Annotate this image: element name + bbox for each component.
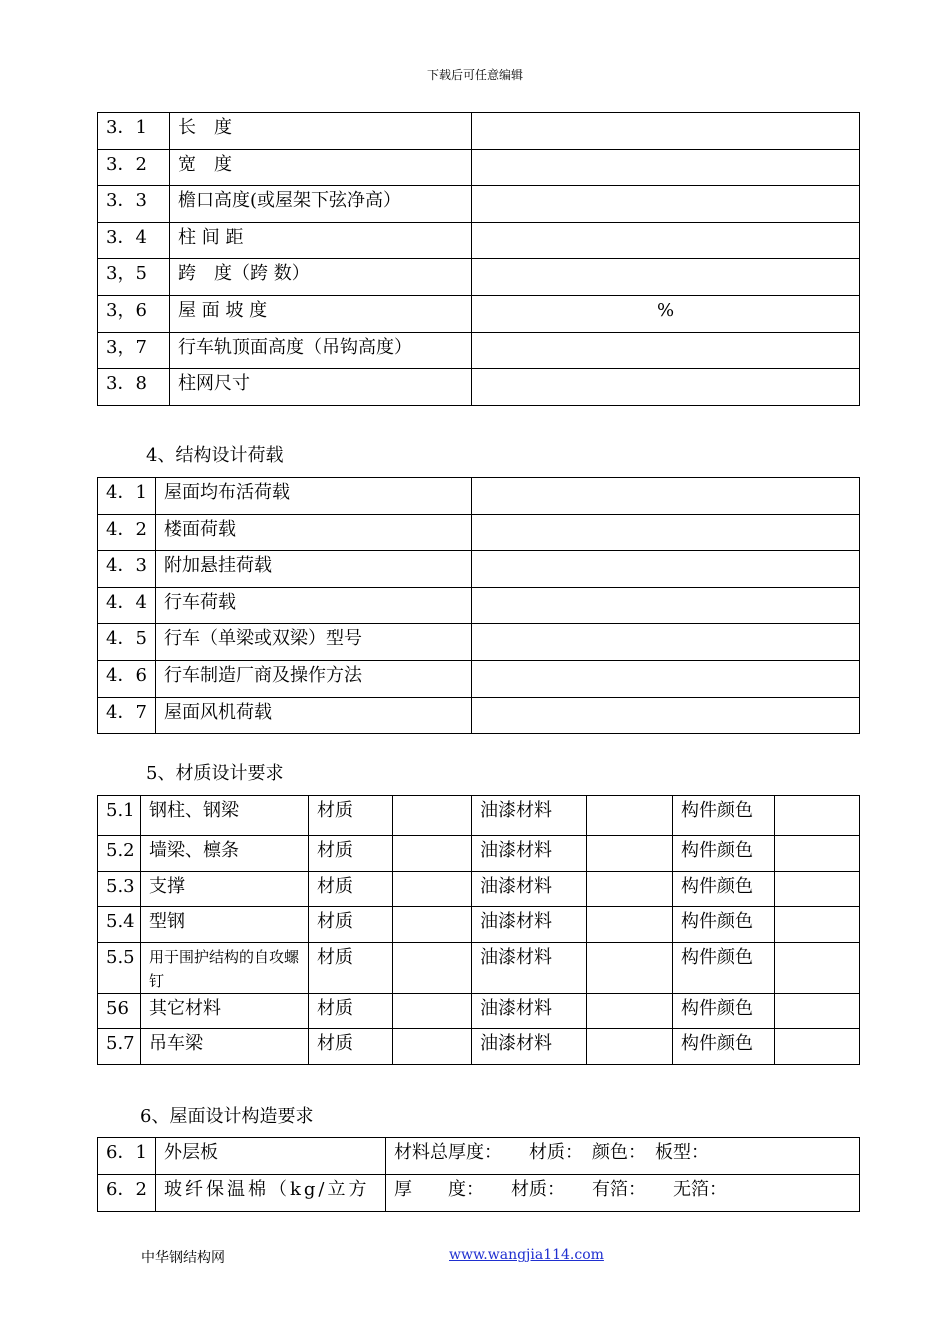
- row-label: 跨 度（跨 数）: [170, 259, 472, 296]
- row-label: 楼面荷载: [156, 514, 472, 551]
- row-label: 用于围护结构的自攻螺钉: [141, 942, 309, 993]
- color-label: 构件颜色: [673, 796, 775, 836]
- table-row: [98, 113, 860, 150]
- color-label: 构件颜色: [673, 993, 775, 1029]
- row-number: 4．7: [98, 697, 156, 734]
- row-label: 附加悬挂荷载: [156, 551, 472, 588]
- row-number: 3，7: [98, 332, 170, 369]
- row-number: 5.1: [98, 796, 141, 836]
- footer-link[interactable]: www.wangjia114.com: [449, 1247, 604, 1263]
- material-value: [393, 871, 472, 907]
- table-row: [98, 295, 860, 332]
- row-value: [472, 332, 860, 369]
- paint-label: 油漆材料: [472, 836, 587, 872]
- row-number: 56: [98, 993, 141, 1029]
- row-label: 吊车梁: [141, 1029, 309, 1065]
- material-value: [393, 796, 472, 836]
- color-value: [775, 1029, 860, 1065]
- table-row: [98, 332, 860, 369]
- row-value: [472, 478, 860, 515]
- row-number: 5.7: [98, 1029, 141, 1065]
- row-label: 行车轨顶面高度（吊钩高度）: [170, 332, 472, 369]
- row-number: 3．2: [98, 149, 170, 186]
- table-row: [98, 796, 860, 836]
- section5-title: 5、材质设计要求: [146, 763, 284, 784]
- row-value: [472, 186, 860, 223]
- paint-value: [587, 993, 673, 1029]
- paint-label: 油漆材料: [472, 907, 587, 943]
- material-label: 材质: [309, 796, 393, 836]
- row-label: 柱网尺寸: [170, 369, 472, 406]
- row-number: 3．3: [98, 186, 170, 223]
- color-value: [775, 942, 860, 993]
- table-row: [98, 624, 860, 661]
- table-row: [98, 1138, 860, 1175]
- material-label: 材质: [309, 993, 393, 1029]
- row-label: 其它材料: [141, 993, 309, 1029]
- row-number: 4．4: [98, 587, 156, 624]
- row-value: [472, 222, 860, 259]
- row-number: 4．5: [98, 624, 156, 661]
- color-label: 构件颜色: [673, 907, 775, 943]
- paint-value: [587, 907, 673, 943]
- color-value: [775, 907, 860, 943]
- row-number: 6．2: [98, 1175, 156, 1212]
- table-dimensions: [97, 112, 860, 406]
- table-roof: [97, 1137, 860, 1212]
- row-value: [472, 697, 860, 734]
- row-number: 5.5: [98, 942, 141, 993]
- section6-title: 6、屋面设计构造要求: [140, 1106, 314, 1127]
- material-label: 材质: [309, 871, 393, 907]
- table-row: [98, 369, 860, 406]
- row-label: 墙梁、檩条: [141, 836, 309, 872]
- table-row: [98, 1175, 860, 1212]
- table-loads: [97, 477, 860, 734]
- row-detail: 材料总厚度： 材质： 颜色： 板型：: [386, 1138, 860, 1175]
- material-label: 材质: [309, 1029, 393, 1065]
- row-value: [472, 113, 860, 150]
- row-number: 5.4: [98, 907, 141, 943]
- table-row: [98, 836, 860, 872]
- material-value: [393, 1029, 472, 1065]
- table-row: [98, 871, 860, 907]
- row-value: [472, 149, 860, 186]
- row-label: 屋 面 坡 度: [170, 295, 472, 332]
- row-label: 长 度: [170, 113, 472, 150]
- row-label: 行车（单梁或双梁）型号: [156, 624, 472, 661]
- paint-value: [587, 836, 673, 872]
- row-number: 5.2: [98, 836, 141, 872]
- paint-label: 油漆材料: [472, 942, 587, 993]
- color-label: 构件颜色: [673, 942, 775, 993]
- row-number: 3．1: [98, 113, 170, 150]
- color-label: 构件颜色: [673, 1029, 775, 1065]
- row-value: [472, 259, 860, 296]
- table-row: [98, 697, 860, 734]
- row-value: [472, 624, 860, 661]
- row-value: [472, 587, 860, 624]
- paint-label: 油漆材料: [472, 796, 587, 836]
- table-row: [98, 186, 860, 223]
- row-number: 3．8: [98, 369, 170, 406]
- paint-value: [587, 1029, 673, 1065]
- color-value: [775, 993, 860, 1029]
- row-value: [472, 551, 860, 588]
- color-label: 构件颜色: [673, 871, 775, 907]
- row-label: 屋面均布活荷载: [156, 478, 472, 515]
- row-label: 玻纤保温棉（kg/立方: [156, 1175, 386, 1212]
- row-value: [472, 660, 860, 697]
- material-value: [393, 836, 472, 872]
- row-number: 4．2: [98, 514, 156, 551]
- row-detail: 厚 度： 材质： 有箔： 无箔：: [386, 1175, 860, 1212]
- table-row: [98, 993, 860, 1029]
- color-label: 构件颜色: [673, 836, 775, 872]
- row-label: 行车荷载: [156, 587, 472, 624]
- row-number: 5.3: [98, 871, 141, 907]
- table-row: [98, 551, 860, 588]
- material-label: 材质: [309, 907, 393, 943]
- row-number: 3．4: [98, 222, 170, 259]
- row-number: 3，6: [98, 295, 170, 332]
- row-label: 钢柱、钢梁: [141, 796, 309, 836]
- row-label: 柱 间 距: [170, 222, 472, 259]
- material-label: 材质: [309, 942, 393, 993]
- row-label: 檐口高度(或屋架下弦净高）: [170, 186, 472, 223]
- paint-label: 油漆材料: [472, 1029, 587, 1065]
- footer-site-name: 中华钢结构网: [141, 1250, 225, 1266]
- row-label: 型钢: [141, 907, 309, 943]
- table-materials: [97, 795, 860, 1065]
- row-value: [472, 369, 860, 406]
- row-value: [472, 514, 860, 551]
- material-value: [393, 993, 472, 1029]
- row-number: 6．1: [98, 1138, 156, 1175]
- table-row: [98, 514, 860, 551]
- material-label: 材质: [309, 836, 393, 872]
- table-row: [98, 942, 860, 993]
- color-value: [775, 796, 860, 836]
- row-label: 屋面风机荷载: [156, 697, 472, 734]
- table-row: [98, 907, 860, 943]
- row-number: 4．3: [98, 551, 156, 588]
- material-value: [393, 942, 472, 993]
- paint-label: 油漆材料: [472, 871, 587, 907]
- table-row: [98, 222, 860, 259]
- section4-title: 4、结构设计荷载: [146, 445, 284, 466]
- table-row: [98, 478, 860, 515]
- row-label: 外层板: [156, 1138, 386, 1175]
- color-value: [775, 836, 860, 872]
- row-number: 3，5: [98, 259, 170, 296]
- color-value: [775, 871, 860, 907]
- table-row: [98, 660, 860, 697]
- paint-value: [587, 796, 673, 836]
- table-row: [98, 149, 860, 186]
- material-value: [393, 907, 472, 943]
- row-number: 4．6: [98, 660, 156, 697]
- paint-value: [587, 871, 673, 907]
- row-label: 宽 度: [170, 149, 472, 186]
- table-row: [98, 587, 860, 624]
- paint-label: 油漆材料: [472, 993, 587, 1029]
- row-label: 支撑: [141, 871, 309, 907]
- row-label: 行车制造厂商及操作方法: [156, 660, 472, 697]
- table-row: [98, 1029, 860, 1065]
- table-row: [98, 259, 860, 296]
- page-header: 下载后可任意编辑: [426, 68, 523, 82]
- row-value: %: [472, 295, 860, 332]
- paint-value: [587, 942, 673, 993]
- row-number: 4．1: [98, 478, 156, 515]
